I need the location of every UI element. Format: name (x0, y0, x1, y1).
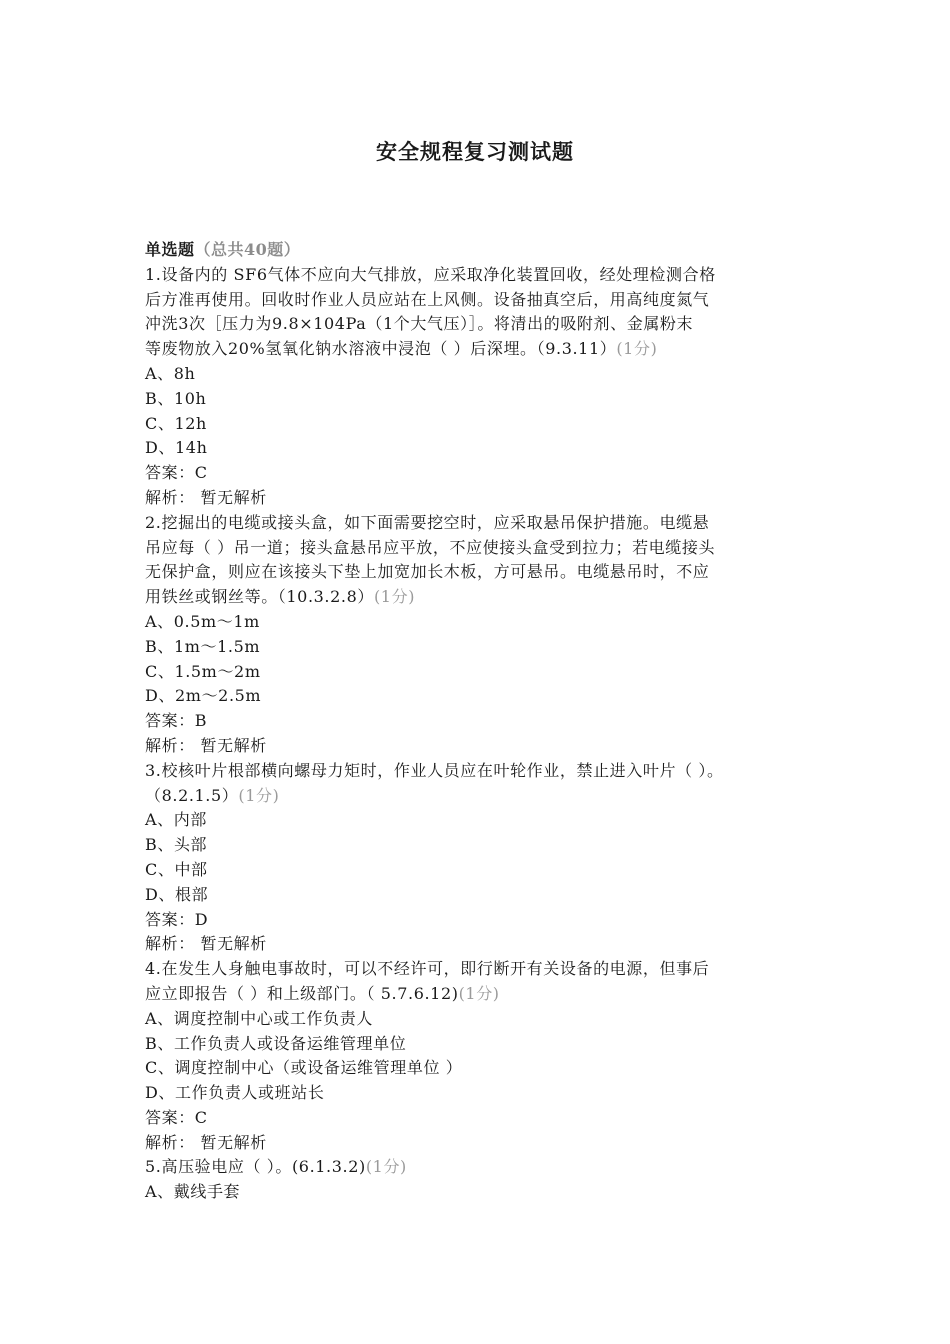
answer-option: B、头部 (145, 835, 208, 855)
answer-analysis: 解析： 暂无解析 (145, 934, 267, 954)
question-text: （8.2.1.5） (145, 785, 239, 805)
answer-key: 答案：B (145, 711, 208, 731)
answer-option: A、8h (145, 363, 196, 383)
answer-key: 答案：C (145, 1107, 208, 1127)
section-count: （总共40题） (194, 240, 301, 259)
question-block (145, 759, 835, 957)
answer-analysis: 解析： 暂无解析 (145, 735, 267, 755)
answer-option: D、工作负责人或班站长 (145, 1083, 325, 1103)
answer-option: A、内部 (145, 810, 207, 830)
question-text-line (145, 288, 835, 313)
question-text: 3.校核叶片根部横向螺母力矩时，作业人员应在叶轮作业，禁止进入叶片（ ）。 (145, 760, 724, 780)
answer-option: A、戴线手套 (145, 1182, 241, 1202)
question-score: (1分) (373, 587, 416, 607)
section-label: 单选题 (145, 240, 195, 259)
question-text: 后方准再使用。回收时作业人员应站在上风侧。设备抽真空后，用高纯度氮气 (145, 289, 710, 309)
answer-option: C、中部 (145, 859, 208, 879)
answer-analysis: 解析： 暂无解析 (145, 1132, 267, 1152)
answer-option: C、调度控制中心（或设备运维管理单位 ） (145, 1058, 463, 1078)
question-score: (1分) (616, 339, 658, 359)
answer-option: B、工作负责人或设备运维管理单位 (145, 1033, 407, 1053)
question-text: 等废物放入20%氢氧化钠水溶液中浸泡（ ）后深埋。（9.3.11） (145, 339, 617, 359)
answer-option: B、10h (145, 388, 207, 408)
answer-option: A、0.5m～1m (145, 611, 260, 631)
question-score: (1分) (365, 1157, 407, 1177)
question-text-line (145, 312, 835, 337)
answer-analysis: 解析： 暂无解析 (145, 487, 267, 507)
question-score: (1分) (458, 983, 500, 1003)
question-text-line (145, 982, 835, 1007)
page-title: 安全规程复习测试题 (376, 139, 574, 164)
question-text: 冲洗3次［压力为9.8×104Pa（1个大气压）］。将清出的吸附剂、金属粉末 (145, 314, 694, 334)
question-text-line (145, 585, 835, 610)
question-text: 吊应每（ ）吊一道；接头盒悬吊应平放，不应使接头盒受到拉力；若电缆接头 (145, 537, 716, 557)
answer-option: D、14h (145, 438, 208, 458)
question-text: 无保护盒，则应在该接头下垫上加宽加长木板，方可悬吊。电缆悬吊时，不应 (145, 562, 710, 582)
question-block (145, 1155, 835, 1205)
question-block (145, 263, 835, 511)
question-list (145, 263, 835, 1205)
question-score: (1分) (238, 785, 280, 805)
question-text: 应立即报告（ ）和上级部门。（ 5.7.6.12) (145, 983, 459, 1003)
question-text-line (145, 560, 835, 585)
answer-key: 答案：D (145, 909, 209, 929)
question-text: 5.高压验电应（ ）。(6.1.3.2) (145, 1157, 366, 1177)
question-block (145, 511, 835, 759)
question-text-line (145, 511, 835, 536)
answer-option: B、1m～1.5m (145, 636, 261, 656)
question-block (145, 957, 835, 1155)
section-heading (145, 238, 835, 263)
question-text-line (145, 337, 835, 362)
question-text-line (145, 784, 835, 809)
answer-key: 答案：C (145, 463, 208, 483)
answer-option: D、根部 (145, 884, 209, 904)
question-text: 2.挖掘出的电缆或接头盒，如下面需要挖空时，应采取悬吊保护措施。电缆悬 (145, 512, 710, 532)
question-text-line (145, 263, 835, 288)
question-text-line (145, 536, 835, 561)
question-text-line (145, 759, 835, 784)
question-text: 1.设备内的 SF6气体不应向大气排放，应采取净化装置回收，经处理检测合格 (145, 264, 716, 284)
question-text: 4.在发生人身触电事故时，可以不经许可，即行断开有关设备的电源，但事后 (145, 959, 710, 979)
answer-option: D、2m～2.5m (145, 686, 262, 706)
question-text-line (145, 957, 835, 982)
question-text-line (145, 1155, 835, 1180)
answer-option: C、12h (145, 413, 207, 433)
question-text: 用铁丝或钢丝等。（10.3.2.8） (145, 587, 374, 607)
answer-option: C、1.5m～2m (145, 661, 261, 681)
document-body (145, 238, 835, 1205)
answer-option: A、调度控制中心或工作负责人 (145, 1008, 373, 1028)
